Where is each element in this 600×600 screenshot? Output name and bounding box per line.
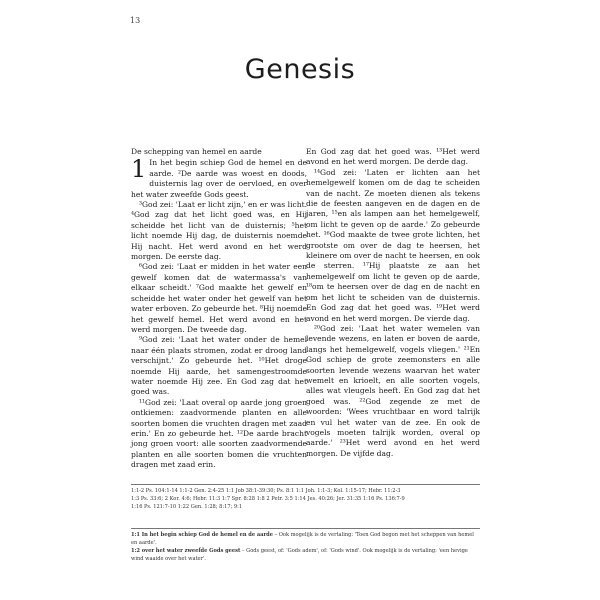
paragraph: ⁶God zei: 'Laat er midden in het water een gewelf komen dat de watermassa's van elkaar scheidt.' ⁷God maakte het gewelf en scheidde het water onder het gewelf van het water erboven. Zo gebeurde het. ⁸Hij noemde het gewelf hemel. Het werd avond en het werd morgen. De tweede dag. [131,262,307,334]
paragraph: ¹¹God zei: 'Laat overal op aarde jong groen ontkiemen: zaadvormende planten en alle soorten bomen die vruchten dragen met zaad erin.' En zo gebeurde het. ¹²De aarde bracht jong groen voort: alle soorten zaadvormende planten en alle soorten bomen die vruchten dragen met zaad erin. [131,397,307,470]
footnote-text: – Ook mogelijk is de vertaling: 'Toen God begon met het scheppen van hemel en aarde'. [131,532,474,546]
footnote-ref: 1:1 In het begin schiep God de hemel en de aarde [131,532,273,538]
footnotes [131,531,480,563]
footnote [131,531,480,547]
paragraph-text: In het begin schiep God de hemel en de aarde. ²De aarde was woest en doods, duisternis lag over de oervloed, en over het water zweefde Gods geest. [131,158,307,199]
paragraph: ⁹God zei: 'Laat het water onder de hemel naar één plaats stromen, zodat er droog land verschijnt.' Zo gebeurde het. ¹⁰Het droge noemde Hij aarde, het samengestroomde water noemde Hij zee. En God zag dat het goed was. [131,335,307,397]
cross-reference-line: 1:3 Ps. 33:6; 2 Kor. 4:6; Hebr. 11:3 1:7 Spr. 8:28 1:8 2 Petr. 3:5 1:14 Jes. 40:26; Jer. 31:35 1:16 Ps. 136:7-9 [131,496,405,502]
footnote-text: – Gods geest, of: 'Gods adem', of: 'Gods wind'. Ook mogelijk is de vertaling: 'een hevige wind waaide over het water'. [131,548,468,562]
left-column [131,147,307,471]
cross-reference-line: 1:16 Ps. 121:7-10 1:22 Gen. 1:28; 8:17; 9:1 [131,504,243,510]
paragraph: ¹⁴God zei: 'Laten er lichten aan het hemelgewelf komen om de dag te scheiden van de nacht. Ze moeten dienen als tekens die de feesten aangeven en de dagen en de jaren, ¹⁵en als lampen aan het hemelgewelf, om licht te geven op de aarde.' Zo gebeurde het. ¹⁶God maakte de twee grote lichten, het grootste om over de dag te heersen, het kleinere om over de nacht te heersen, en ook de sterren. ¹⁷Hij plaatste ze aan het hemelgewelf om licht te geven op de aarde, ¹⁸om te heersen over de dag en de nacht en om het licht te scheiden van de duisternis. En God zag dat het goed was. ¹⁹Het werd avond en het werd morgen. De vierde dag. [306,167,480,323]
section-heading: De schepping van hemel en aarde [131,147,262,156]
cross-reference-line: 1:1-2 Ps. 104:1-14 1:1-2 Gen. 2:4-25 1:1 Job 38:1-39:30; Ps. 8:1 1:1 Joh. 1:1-3; Kol. 1:15-17; Hebr. 11:2-3 [131,488,401,494]
footnote [131,547,480,563]
paragraph: En God zag dat het goed was. ¹³Het werd avond en het werd morgen. De derde dag. [306,147,480,167]
divider [131,484,480,485]
divider [131,528,480,529]
book-title: Genesis [244,54,356,85]
paragraph: ²⁰God zei: 'Laat het water wemelen van levende wezens, en laten er boven de aarde, langs het hemelgewelf, vogels vliegen.' ²¹En God schiep de grote zeemonsters en alle soorten levende wezens waarvan het water wemelt en krioelt, en alle soorten vogels, alles wat vleugels heeft. En God zag dat het goed was. ²²God zegende ze met de woorden: 'Wees vruchtbaar en word talrijk en vul het water van de zee. En ook de vogels moeten talrijk worden, overal op aarde.' ²³Het werd avond en het werd morgen. De vijfde dag. [306,323,480,458]
right-column [306,147,480,459]
paragraph [131,155,307,200]
page-number: 13 [130,16,141,25]
paragraph: ³God zei: 'Laat er licht zijn,' en er was licht. ⁴God zag dat het licht goed was, en Hij scheidde het licht van de duisternis; ⁵het licht noemde Hij dag, de duisternis noemde Hij nacht. Het werd avond en het werd morgen. De eerste dag. [131,200,307,262]
footnote-ref: 1:2 over het water zweefde Gods geest [131,548,241,554]
chapter-number: 1 [131,155,147,184]
cross-references [131,487,480,511]
